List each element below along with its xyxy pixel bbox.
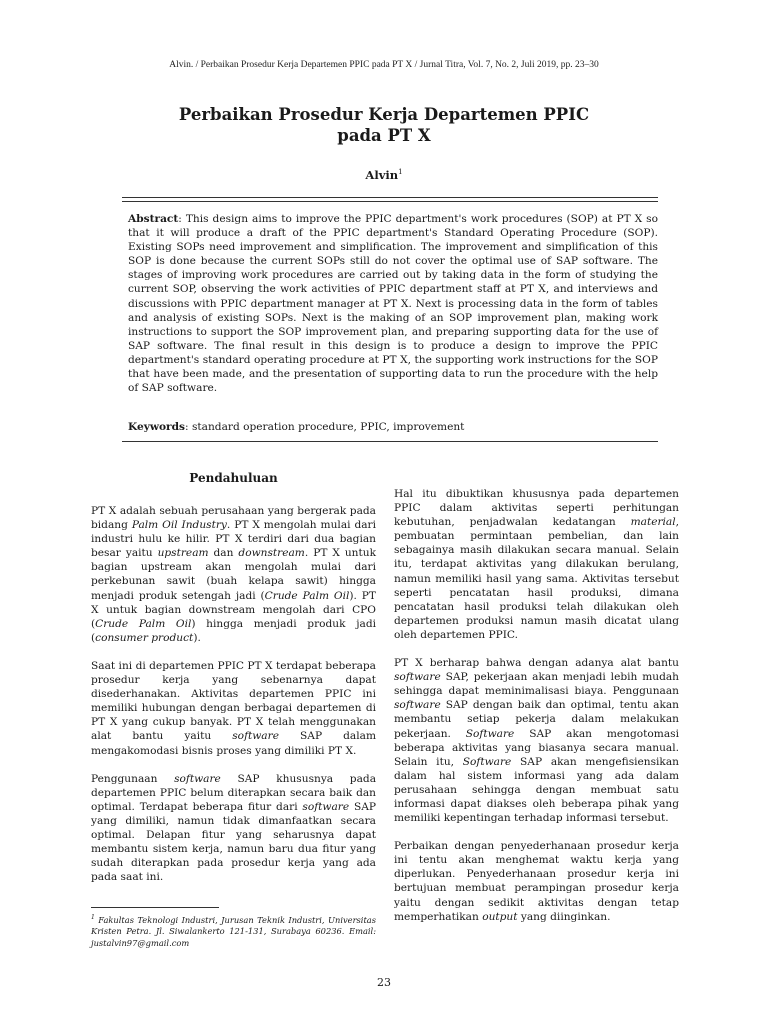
author-name: Alvin: [365, 168, 399, 182]
paragraph: Perbaikan dengan penyederhanaan prosedur kerja ini tentu akan menghemat waktu kerja yang diperlukan. Penyederhanaan prosedur kerja ini bertujuan membuat perampingan prosedur kerja yaitu dengan sedikit aktivitas dengan tetap memperhatikan output yang diinginkan.: [394, 840, 679, 923]
footnote: [91, 912, 376, 949]
abstract-rule-top-1: [122, 197, 658, 198]
paragraph: PT X adalah sebuah perusahaan yang bergerak pada bidang Palm Oil Industry. PT X mengolah mulai dari industri hulu ke hilir. PT X terdiri dari dua bagian besar yaitu upstream dan downstream. PT X untuk bagian upstream akan mengolah mulai dari perkebunan sawit (buah kelapa sawit) hingga menjadi produk setengah jadi (Crude Palm Oil). PT X untuk bagian downstream mengolah dari CPO (Crude Palm Oil) hingga menjadi produk jadi (consumer product).: [91, 505, 377, 644]
author: [0, 168, 768, 182]
abstract-label: Abstract: [128, 213, 179, 225]
title-line-2: pada PT X: [337, 126, 431, 145]
abstract-rule-top-2: [122, 201, 658, 202]
title-line-1: Perbaikan Prosedur Kerja Departemen PPIC: [178, 105, 590, 124]
paragraph: Saat ini di departemen PPIC PT X terdapat beberapa prosedur kerja yang sebenarnya dapat disederhanakan. Aktivitas departemen PPIC ini memiliki hubungan dengan berbagai departemen di PT X yang cukup banyak. PT X telah menggunakan alat bantu yaitu software SAP dalam mengakomodasi bisnis proses yang dimiliki PT X.: [91, 659, 376, 757]
page-number: 23: [377, 976, 391, 989]
paragraph: Hal itu dibuktikan khususnya pada departemen PPIC dalam aktivitas seperti perhitungan kebutuhan, penjadwalan kedatangan material, pembuatan permintaan pembelian, dan lain sebagainya masih dilakukan secara manual. Selain itu, terdapat aktivitas yang dilakukan berulang, namun memiliki hasil yang sama. Aktivitas tersebut seperti pencatatan hasil produksi, dimana pencatatan hasil produksi telah dilakukan oleh departemen produksi namun masih dicatat ulang oleh departemen PPIC.: [394, 488, 679, 641]
paper-title: [110, 104, 658, 146]
left-column: [91, 504, 376, 898]
section-heading: Pendahuluan: [189, 471, 278, 485]
abstract-text: : This design aims to improve the PPIC department's work procedures (SOP) at PT X so that it will produce a draft of the PPIC department's Standard Operating Procedure (SOP). Existing SOPs need improvement and simplification. The improvement and simplification of this SOP is done because the current SOPs still do not cover the optimal use of SAP software. The stages of improving work procedures are carried out by taking data in the form of studying the current SOP, observing the work activities of PPIC department staff at PT X, and interviews and discussions with PPIC department manager at PT X. Next is processing data in the form of tables and analysis of existing SOPs. Next is the making of an SOP improvement plan, making work instructions to support the SOP improvement plan, and preparing supporting data for the use of SAP software. The final result in this design is to produce a design to improve the PPIC department's standard operating procedure at PT X, the supporting work instructions for the SOP that have been made, and the presentation of supporting data to run the procedure with the help of SAP software.: [128, 213, 658, 395]
paragraph: PT X berharap bahwa dengan adanya alat bantu software SAP, pekerjaan akan menjadi lebih mudah sehingga dapat meminimalisasi biaya. Penggunaan software SAP dengan baik dan optimal, tentu akan membantu setiap pekerja dalam melakukan pekerjaan. Software SAP akan mengotomasi beberapa aktivitas yang biasanya secara manual. Selain itu, Software SAP akan mengefisiensikan dalam hal sistem informasi yang ada dalam perusahaan sehingga dengan membuat satu informasi dapat diakses oleh beberapa pihak yang memiliki kepentingan terhadap informasi tersebut.: [394, 657, 679, 825]
keywords-label: Keywords: [128, 421, 186, 433]
running-header: Alvin. / Perbaikan Prosedur Kerja Departemen PPIC pada PT X / Jurnal Titra, Vol. 7, No. 2, Juli 2019, pp. 23–30: [169, 60, 599, 70]
footnote-text: Fakultas Teknologi Industri, Jurusan Teknik Industri, Universitas Kristen Petra. Jl. Siwalankerto 121-131, Surabaya 60236. Email: justalvin97@gmail.com: [91, 914, 376, 948]
abstract-rule-bottom: [122, 441, 658, 442]
keywords-text: : standard operation procedure, PPIC, improvement: [185, 421, 465, 433]
footnote-rule: [91, 907, 219, 908]
right-column: [394, 487, 679, 938]
keywords: [128, 420, 658, 434]
abstract: [128, 212, 658, 395]
footnote-mark: 1: [91, 914, 95, 921]
paragraph: Penggunaan software SAP khususnya pada departemen PPIC belum diterapkan secara baik dan optimal. Terdapat beberapa fitur dari software SAP yang dimiliki, namun tidak dimanfaatkan secara optimal. Delapan fitur yang seharusnya dapat membantu sistem kerja, namun baru dua fitur yang sudah diterapkan pada prosedur kerja yang ada pada saat ini.: [91, 772, 377, 884]
author-footnote-mark: 1: [398, 168, 403, 177]
